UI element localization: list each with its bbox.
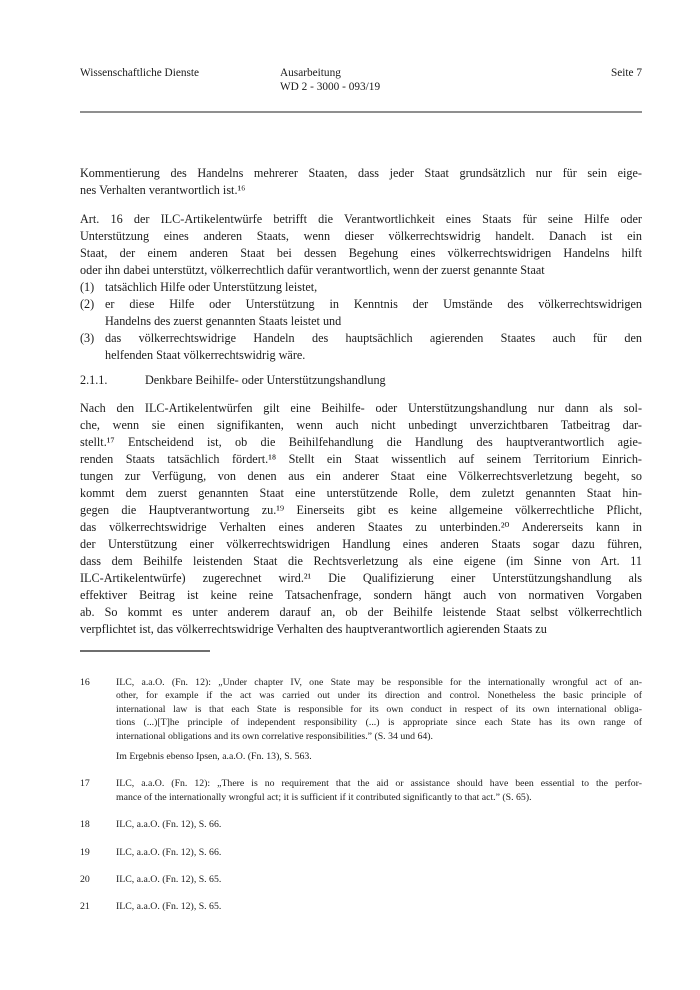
text-line: Handelns des zuerst genannten Staats leistet und: [105, 314, 342, 328]
footnote-item: [80, 900, 642, 913]
footnote-paragraph: [116, 846, 642, 859]
footnote-item: [80, 846, 642, 859]
list-item-marker: (3): [80, 331, 95, 345]
list-item-text: [105, 279, 642, 296]
section-heading: [80, 372, 642, 389]
text-line: dass dem Beihilfe leistenden Staat die Rechtsverletzung als eine eigene (im Sinne von Art. 11: [80, 554, 642, 568]
list-item-marker: (2): [80, 297, 95, 311]
text-line: tatsächlich Hilfe oder Unterstützung leistet,: [105, 280, 318, 294]
text-line: Unterstützung eines anderen Staats, wenn dieser völkerrechtswidrig handelt. Danach ist ein: [80, 229, 642, 243]
text-line: nes Verhalten verantwortlich ist.¹⁶: [80, 183, 246, 197]
text-line: ILC, a.a.O. (Fn. 12), S. 65.: [116, 901, 222, 913]
footnote-item: [80, 676, 642, 763]
header-rule: [80, 111, 642, 113]
text-line: das völkerrechtswidrige Handeln des hauptsächlich agierenden Staates auch für den: [105, 331, 642, 345]
text-line: verpflichtet ist, das völkerrechtswidrige Verhalten des hauptverantwortlich agierenden Staats zu: [80, 622, 547, 636]
text-line: mance of the internationally wrongful act; it is sufficient if it contributed significantly to that act.” (S. 65).: [116, 791, 532, 803]
text-line: Kommentierung des Handelns mehrerer Staaten, dass jeder Staat grundsätzlich nur für sein eige-: [80, 166, 642, 180]
section-title: Denkbare Beihilfe- oder Unterstützungshandlung: [145, 373, 386, 387]
list-item: [80, 279, 642, 296]
text-line: Staat, der einem anderen Staat bei dessen Begehung eines völkerrechtswidrigen Handelns hilft: [80, 246, 642, 260]
header-doc-info: [280, 66, 611, 94]
header-page-number: Seite 7: [610, 67, 642, 79]
footnote-paragraph: [116, 777, 642, 804]
text-line: gegen die Hauptverantwortung zu.¹⁹ Einerseits gibt es keine allgemeine völkerrechtliche Pflicht,: [80, 503, 642, 517]
text-line: ILC, a.a.O. (Fn. 12): „Under chapter IV, one State may be responsible for the internationally wrongful act of an-: [116, 677, 642, 688]
text-line: ILC, a.a.O. (Fn. 12), S. 65.: [116, 874, 222, 886]
header-doc-number: WD 2 - 3000 - 093/19: [280, 81, 381, 93]
footnote-item: [80, 873, 642, 886]
paragraph: [80, 400, 642, 638]
list-item-text: [105, 296, 642, 330]
text-line: international obligations and its own correlative responsibilities.” (S. 34 und 64).: [116, 730, 433, 742]
text-line: effektiver Beitrag ist keine reine Tatsachenfrage, sondern hängt auch von normativen Vorgaben: [80, 588, 642, 602]
footnote-number: 18: [80, 819, 90, 831]
text-line: oder ihn dabei unterstützt, völkerrechtlich dafür verantwortlich, wenn der zuerst genannte Staat: [80, 263, 545, 277]
text-line: tungen zur Verfügung, von denen aus ein anderer Staat eine Völkerrechtsverletzung begeht, so: [80, 469, 642, 483]
footnote-text: [116, 676, 642, 763]
list-item-text: [105, 330, 642, 364]
footnote-number: 16: [80, 677, 90, 688]
footnote-paragraph: [116, 873, 642, 886]
text-line: Art. 16 der ILC-Artikelentwürfe betrifft die Verantwortlichkeit eines Staats für seine Hilfe oder: [80, 212, 642, 226]
footnote-paragraph: [116, 676, 642, 743]
text-line: ab. So kommt es unter anderem darauf an, ob der Beihilfe leistende Staat selbst völkerrechtlich: [80, 605, 642, 619]
paragraph: [80, 165, 642, 199]
text-line: ILC, a.a.O. (Fn. 12), S. 66.: [116, 846, 222, 858]
list-item: [80, 330, 642, 364]
text-line: das völkerrechtswidrige Verhalten eines anderen Staates zu unterbinden.²⁰ Andererseits kann in: [80, 520, 642, 534]
footnote-paragraph: [116, 900, 642, 913]
text-line: ILC-Artikelentwürfe) zugerechnet wird.²¹ Die Qualifizierung einer Unterstützungshandlung als: [80, 571, 642, 585]
numbered-list: [80, 279, 642, 364]
document-body: [80, 165, 642, 914]
text-line: renden Staats tatsächlich fördert.¹⁸ Stellt ein Staat wissentlich auf seinem Territorium Einrich-: [80, 452, 642, 466]
footnotes-section: [80, 676, 642, 914]
text-line: ILC, a.a.O. (Fn. 12): „There is no requirement that the aid or assistance should have been essential to the perfor-: [116, 778, 642, 790]
text-line: er diese Hilfe oder Unterstützung in Kenntnis der Umstände des völkerrechtswidrigen: [105, 297, 642, 311]
footnote-text: [116, 873, 642, 886]
footnote-number: 21: [80, 901, 90, 913]
footnote-text: [116, 777, 642, 804]
text-line: der Unterstützung einer völkerrechtswidrigen Handlung eines anderen Staats sogar dazu führen,: [80, 537, 642, 551]
footnote-item: [80, 818, 642, 831]
page-header: [80, 66, 642, 94]
footnote-item: [80, 777, 642, 804]
footnote-number: 17: [80, 778, 90, 790]
footnote-text: [116, 846, 642, 859]
text-line: stellt.¹⁷ Entscheidend ist, ob die Beihilfehandlung die Handlung des hauptverantwortlich agie-: [80, 435, 642, 449]
text-line: Nach den ILC-Artikelentwürfen gilt eine Beihilfe- oder Unterstützungshandlung nur dann als sol-: [80, 401, 642, 415]
text-line: che, wenn sie einen signifikanten, wenn auch nicht unbedingt unverzichtbaren Tatbeitrag dar-: [80, 418, 642, 432]
section-number: 2.1.1.: [80, 373, 108, 387]
text-line: ILC, a.a.O. (Fn. 12), S. 66.: [116, 819, 222, 831]
footnote-text: [116, 900, 642, 913]
text-line: kommt dem zuerst genannten Staat eine unterstützende Rolle, dem zuletzt genannten Staat hin-: [80, 486, 642, 500]
footnote-number: 19: [80, 846, 90, 858]
footnote-number: 20: [80, 874, 90, 886]
footnote-separator: [80, 650, 210, 652]
text-line: international law is that each State is responsible for its own conduct in respect of its own international obliga-: [116, 703, 642, 715]
footnote-paragraph: [116, 818, 642, 831]
text-line: helfenden Staat völkerrechtswidrig wäre.: [105, 348, 306, 362]
list-item-marker: (1): [80, 280, 95, 294]
footnote-text: [116, 818, 642, 831]
text-line: other, for example if the act was carried out under its direction and control. Nonetheless the basic principle of: [116, 690, 642, 702]
header-doc-type: Ausarbeitung: [280, 67, 341, 79]
footnote-paragraph: [116, 750, 642, 763]
paragraph: [80, 211, 642, 279]
text-line: Im Ergebnis ebenso Ipsen, a.a.O. (Fn. 13), S. 563.: [116, 751, 312, 763]
list-item: [80, 296, 642, 330]
text-line: tions (...)[T]he principle of independent responsibility (...) is appropriate since each State has its own range of: [116, 717, 642, 729]
header-org: Wissenschaftliche Dienste: [80, 67, 200, 79]
